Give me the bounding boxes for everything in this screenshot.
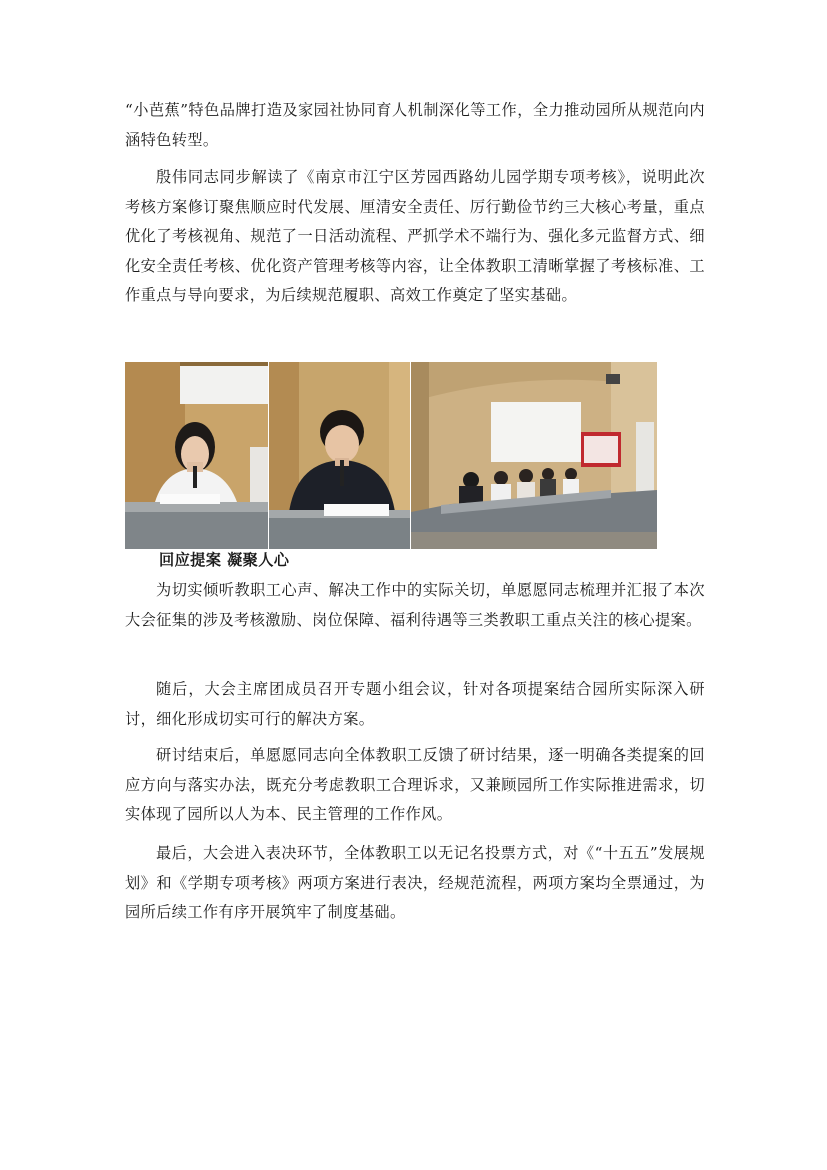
paragraph-assessment: 殷伟同志同步解读了《南京市江宁区芳园西路幼儿园学期专项考核》，说明此次考核方案修订聚焦顺应时代发展、厘清安全责任、厉行勤俭节约三大核心考量，重点优化了考核视角、规范了一日活动流程、严抓学术不端行为、强化多元监督方式、细化安全责任考核、优化资产管理考核等内容，让全体教职工清晰掌握了考核标准、工作重点与导向要求，为后续规范履职、高效工作奠定了坚实基础。: [125, 168, 705, 305]
speaker-woman-black-jacket-photo: [269, 362, 410, 549]
section-heading: 回应提案 凝聚人心: [159, 551, 290, 569]
paragraph-intro-continuation: “小芭蕉”特色品牌打造及家园社协同育人机制深化等工作，全力推动园所从规范向内涵特色转型。: [125, 101, 705, 149]
paragraph-proposals: 为切实倾听教职工心声、解决工作中的实际关切，单愿愿同志梳理并汇报了本次大会征集的涉及考核激励、岗位保障、福利待遇等三类教职工重点关注的核心提案。: [125, 581, 705, 629]
paragraph-group-meeting: 随后，大会主席团成员召开专题小组会议，针对各项提案结合园所实际深入研讨，细化形成切实可行的解决方案。: [125, 680, 705, 728]
speaker-woman-white-jacket-photo: [125, 362, 268, 549]
paragraph-feedback: 研讨结束后，单愿愿同志向全体教职工反馈了研讨结果，逐一明确各类提案的回应方向与落实办法，既充分考虑教职工合理诉求，又兼顾园所工作实际推进需求，切实体现了园所以人为本、民主管理的工作作风。: [125, 746, 705, 824]
paragraph-voting: 最后，大会进入表决环节，全体教职工以无记名投票方式，对《“十五五”发展规划》和《学期专项考核》两项方案进行表决，经规范流程，两项方案均全票通过，为园所后续工作有序开展筑牢了制度基础。: [125, 844, 705, 922]
meeting-hall-photo: [411, 362, 657, 549]
